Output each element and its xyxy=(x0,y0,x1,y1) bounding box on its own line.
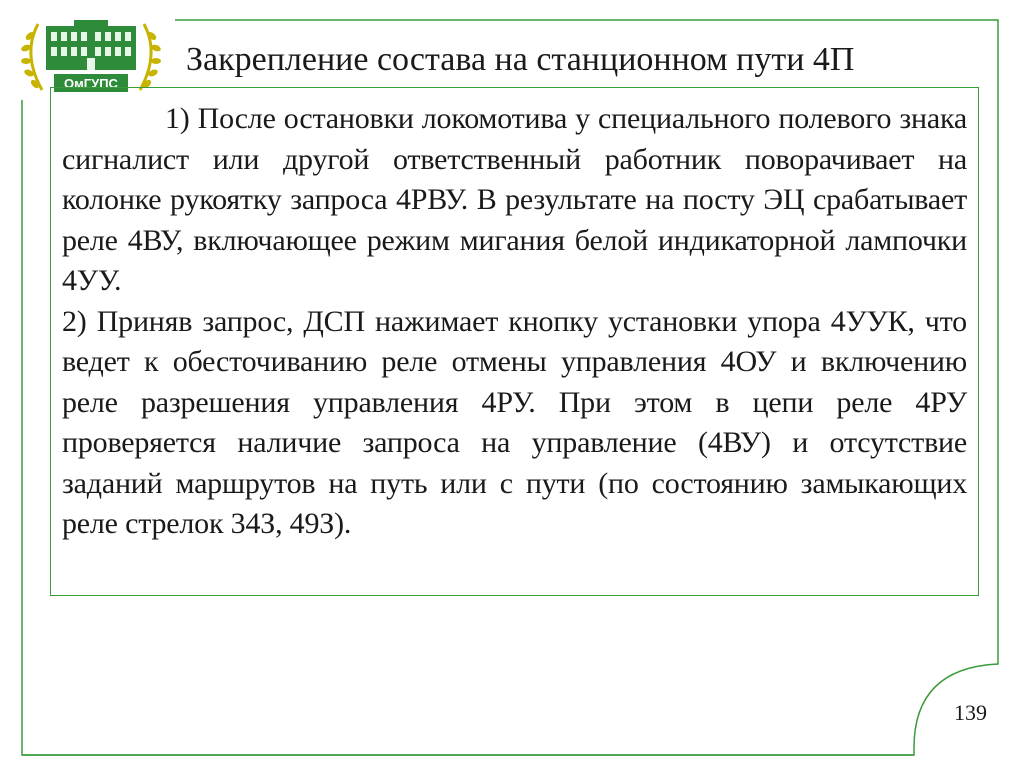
slide-title: Закрепление состава на станционном пути 4П xyxy=(186,41,855,78)
laurel-left-icon xyxy=(20,24,42,90)
building-icon xyxy=(46,20,136,70)
page-number: 139 xyxy=(954,700,987,725)
laurel-right-icon xyxy=(140,24,162,90)
content-box xyxy=(50,87,979,596)
paragraph-2: 2) Приняв запрос, ДСП нажимает кнопку установки упора 4УУК, что ведет к обесточиванию реле отмены управления 4ОУ и включению реле разрешения управления 4РУ. При этом в цепи реле 4РУ проверяется наличие запроса на управление (4ВУ) и отсутствие заданий маршрутов на путь или с пути (по состоянию замыкающих реле стрелок 34З, 49З). xyxy=(62,304,967,540)
logo-text: ОмГУПС xyxy=(64,76,118,91)
paragraph-1: 1) После остановки локомотива у специального полевого знака сигналист или другой ответственный работник поворачивает на колонке рукоятку запроса 4РВУ. В результате на посту ЭЦ срабатывает реле 4ВУ, включающее режим мигания белой индикаторной лампочки 4УУ. xyxy=(62,102,967,297)
